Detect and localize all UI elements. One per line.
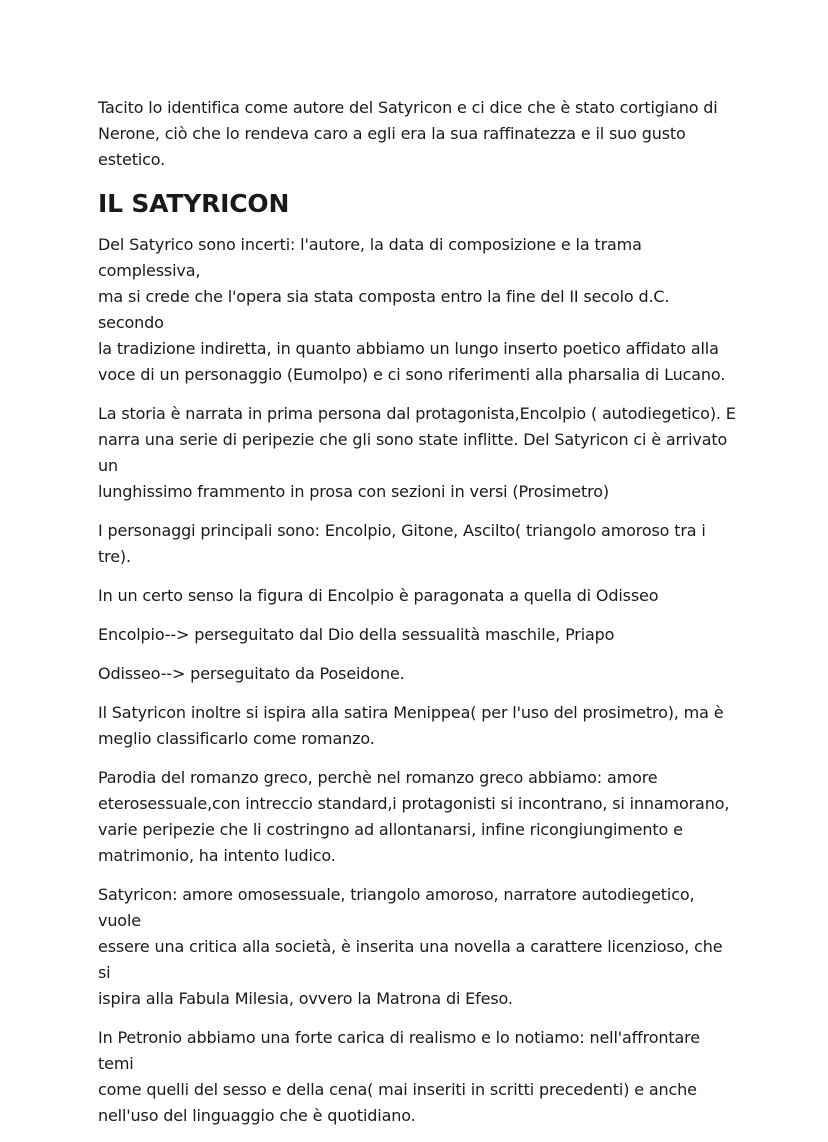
paragraph-encolpio: Encolpio--> perseguitato dal Dio della sessualità maschile, Priapo (98, 625, 615, 644)
paragraph-odisseo-comparison: In un certo senso la figura di Encolpio è paragonata a quella di Odisseo (98, 586, 659, 605)
paragraph-authorship: Del Satyrico sono incerti: l'autore, la data di composizione e la trama complessiva, ma si crede che l'opera sia stata composta entro la fine del II secolo d.C. secondo la tradizione indiretta, in quanto abbiamo un lungo inserto poetico affidato alla voce di un personaggio (Eumolpo) e ci sono riferimenti alla pharsalia di Lucano. (98, 235, 726, 384)
document-page (98, 95, 738, 1142)
paragraph-realismo: In Petronio abbiamo una forte carica di realismo e lo notiamo: nell'affrontare temi come quelli del sesso e della cena( mai inseriti in scritti precedenti) e anche nell'uso del linguaggio che è quotidiano. (98, 1028, 700, 1125)
paragraph-characters: I personaggi principali sono: Encolpio, Gitone, Ascilto( triangolo amoroso tra i tre). (98, 521, 706, 566)
paragraph-narration: La storia è narrata in prima persona dal protagonista,Encolpio ( autodiegetico). E narra una serie di peripezie che gli sono state inflitte. Del Satyricon ci è arrivato un lunghissimo frammento in prosa con sezioni in versi (Prosimetro) (98, 404, 736, 501)
paragraph-satyricon-features: Satyricon: amore omosessuale, triangolo amoroso, narratore autodiegetico, vuole essere una critica alla società, è inserita una novella a carattere licenzioso, che si ispira alla Fabula Milesia, ovvero la Matrona di Efeso. (98, 885, 723, 1008)
intro-paragraph: Tacito lo identifica come autore del Satyricon e ci dice che è stato cortigiano di Nerone, ciò che lo rendeva caro a egli era la sua raffinatezza e il suo gusto estetico. (98, 98, 718, 169)
paragraph-odisseo: Odisseo--> perseguitato da Poseidone. (98, 664, 405, 683)
paragraph-menippea: Il Satyricon inoltre si ispira alla satira Menippea( per l'uso del prosimetro), ma è meglio classificarlo come romanzo. (98, 703, 724, 748)
section-heading: IL SATYRICON (98, 189, 290, 218)
paragraph-parodia: Parodia del romanzo greco, perchè nel romanzo greco abbiamo: amore eterosessuale,con intreccio standard,i protagonisti si incontrano, si innamorano, varie peripezie che li costringno ad allontanarsi, infine ricongiungimento e matrimonio, ha intento ludico. (98, 768, 730, 865)
